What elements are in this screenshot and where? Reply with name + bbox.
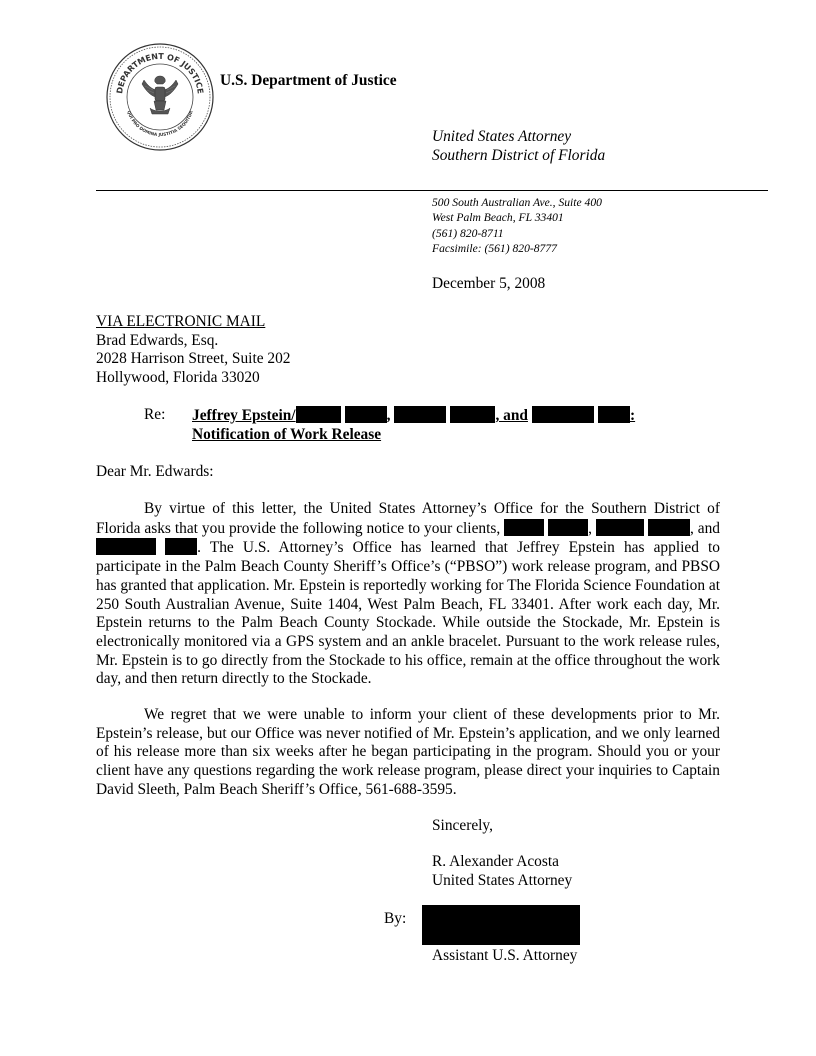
- address-phone: (561) 820-8711: [432, 226, 504, 240]
- by-label: By:: [384, 910, 407, 927]
- redaction-box: [450, 406, 495, 423]
- re-subject: [192, 406, 635, 444]
- signer-name: R. Alexander Acosta: [432, 853, 559, 870]
- seal-text-bottom: QUI PRO DOMINA JUSTITIA SEQUITUR: [126, 109, 194, 138]
- redaction-box: [648, 519, 690, 536]
- paragraph-1-and: , and: [689, 519, 720, 537]
- re-comma: ,: [386, 407, 391, 424]
- re-colon: :: [629, 407, 636, 424]
- paragraph-1-text-b: . The U.S. Attorney’s Office has learned that Jeffrey Epstein has applied to participate in the Palm Beach County Sheriff’s Office’s (“PBSO”) work release program, and PBSO has granted that application. Mr. Epstein is reportedly working for The Florida Science Foundation at 250 South Australian Avenue, Suite 1404, West Palm Beach, FL 33401. After work each day, Mr. Epstein returns to the Palm Beach County Stockade. While outside the Stockade, Mr. Epstein is electronically monitored via a GPS system and an ankle bracelet. Pursuant to the work release rules, Mr. Epstein is to go directly from the Stockade to his office, remain at the office throughout the work day, and then return directly to the Stockade.: [96, 539, 720, 688]
- redaction-box: [504, 519, 544, 536]
- re-subject-line2: Notification of Work Release: [192, 425, 382, 443]
- recipient-block: [96, 313, 291, 388]
- address-city: West Palm Beach, FL 33401: [432, 211, 564, 225]
- office-address: [432, 195, 602, 256]
- re-subject-name: Jeffrey Epstein/: [192, 407, 296, 424]
- paragraph-1-text-a: By virtue of this letter, the United States Attorney’s Office for the Southern District of Florida asks that you provide the following notice to your clients,: [96, 500, 720, 537]
- office-title: United States Attorney: [432, 128, 572, 145]
- letterhead-divider: [96, 190, 768, 191]
- address-fax: Facsimile: (561) 820-8777: [432, 241, 557, 255]
- recipient-street: 2028 Harrison Street, Suite 202: [96, 350, 291, 368]
- delivery-method: VIA ELECTRONIC MAIL: [96, 313, 266, 330]
- redaction-box: [548, 519, 588, 536]
- office-block: [432, 128, 605, 165]
- seal-text-top: DEPARTMENT OF JUSTICE: [115, 51, 205, 95]
- redaction-box: [296, 406, 341, 423]
- redaction-box: [96, 538, 156, 555]
- paragraph-1-comma: ,: [588, 519, 593, 537]
- signer-block: [432, 853, 572, 890]
- department-name: U.S. Department of Justice: [220, 72, 397, 89]
- re-label: Re:: [144, 406, 166, 423]
- office-district: Southern District of Florida: [432, 146, 606, 164]
- redaction-box: [394, 406, 446, 423]
- redaction-box: [596, 519, 644, 536]
- salutation: Dear Mr. Edwards:: [96, 463, 214, 480]
- redaction-box: [345, 406, 387, 423]
- body-paragraph-2: We regret that we were unable to inform your client of these developments prior to Mr. Epstein’s release, but our Office was never notified of Mr. Epstein’s application, and we only learned of his release more than six weeks after he began participating in the program. Should you or your client have any questions regarding the work release program, please direct your inquiries to Captain David Sleeth, Palm Beach Sheriff’s Office, 561-688-3595.: [96, 706, 720, 798]
- body-paragraph-1: [96, 500, 720, 689]
- valediction: Sincerely,: [432, 817, 493, 834]
- signature-redaction: [422, 905, 580, 945]
- doj-seal: [104, 42, 216, 152]
- redaction-box: [598, 406, 630, 423]
- address-street: 500 South Australian Ave., Suite 400: [432, 196, 602, 209]
- recipient-name: Brad Edwards, Esq.: [96, 331, 219, 349]
- letter-date: December 5, 2008: [432, 275, 546, 292]
- assistant-title: Assistant U.S. Attorney: [432, 947, 578, 964]
- re-and: , and: [495, 407, 528, 424]
- redaction-box: [165, 538, 197, 555]
- signer-title: United States Attorney: [432, 871, 573, 889]
- redaction-box: [532, 406, 594, 423]
- recipient-city: Hollywood, Florida 33020: [96, 369, 260, 387]
